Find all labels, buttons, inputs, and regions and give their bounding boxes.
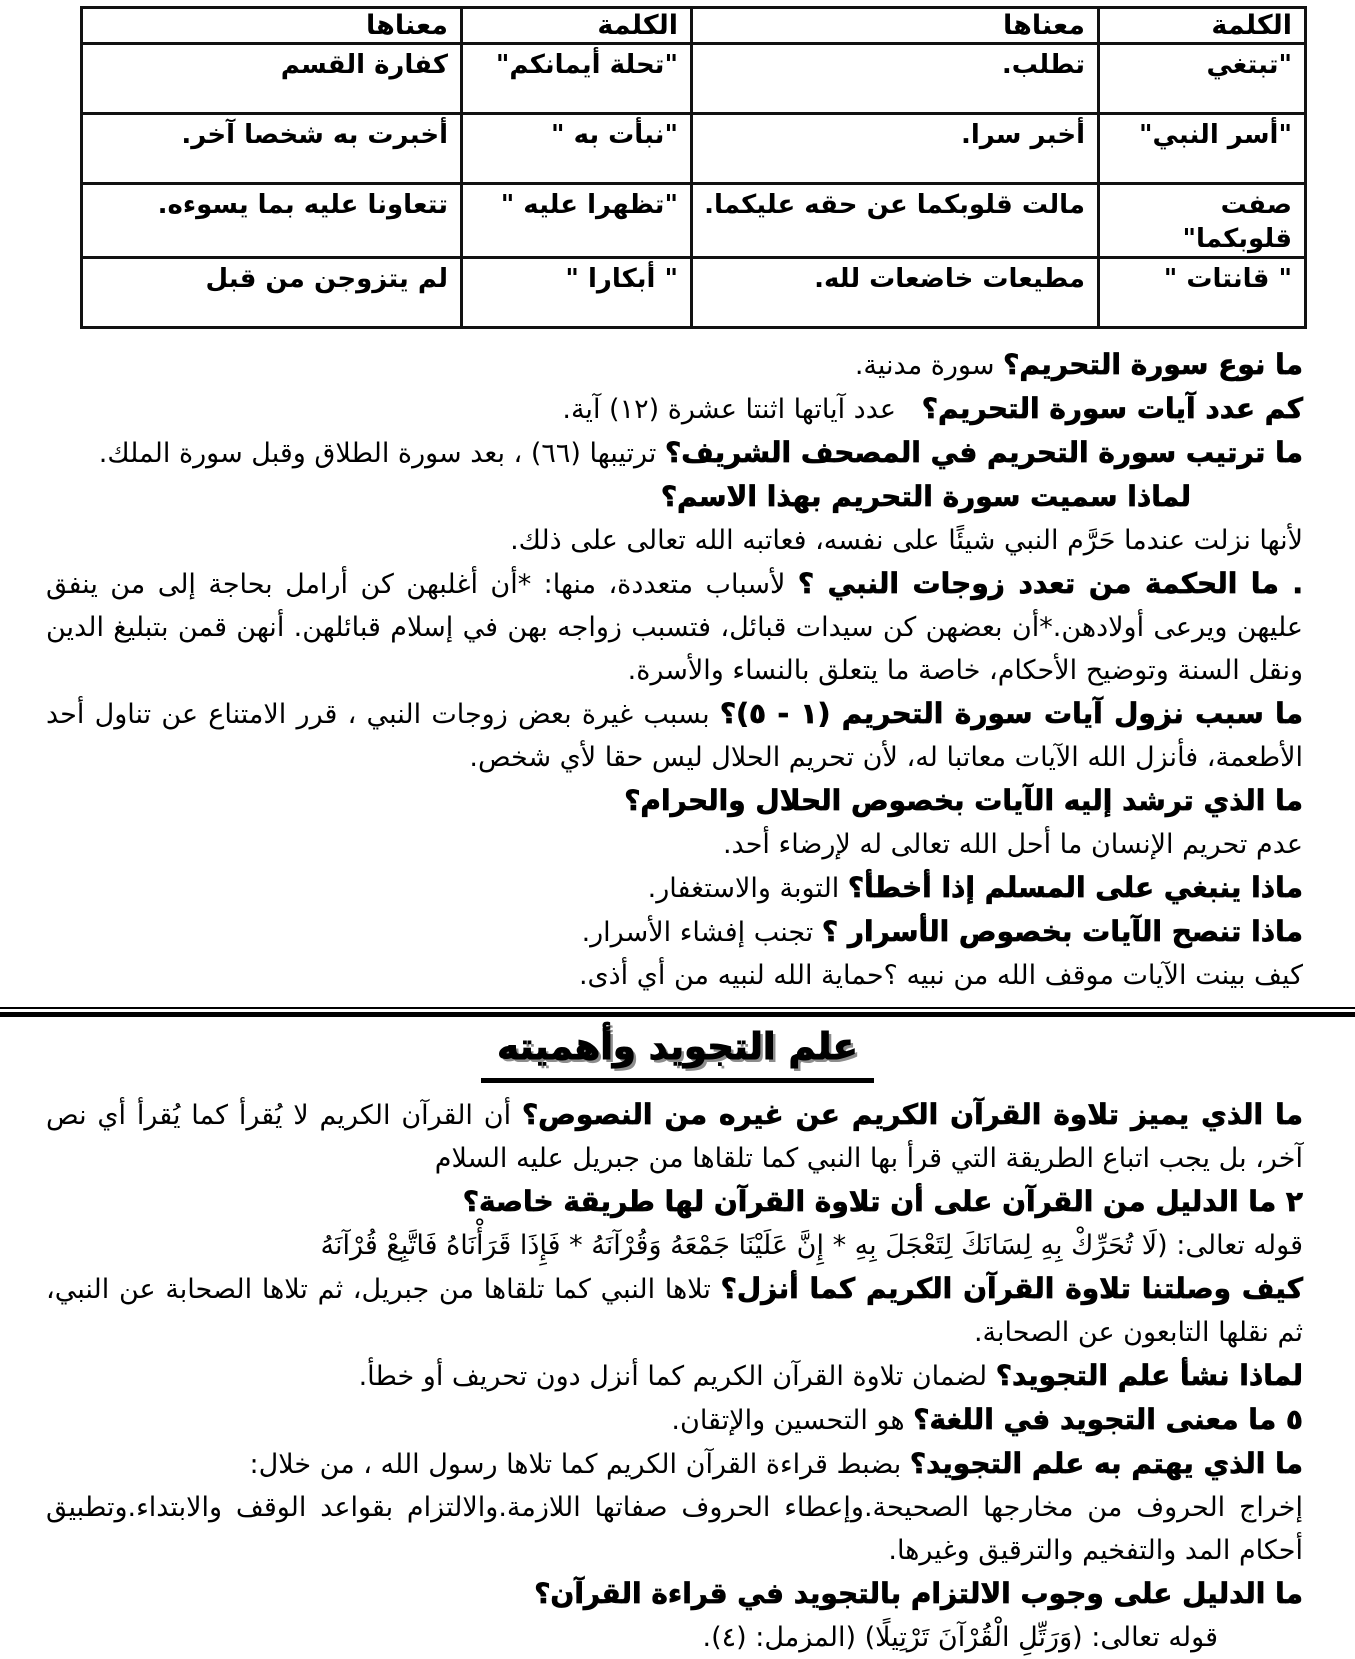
qa-paragraph xyxy=(46,475,1303,519)
qa-paragraph xyxy=(46,823,1303,866)
qa-paragraph xyxy=(46,1354,1303,1398)
answer-text: التوبة والاستغفار. xyxy=(647,873,840,904)
qa-paragraph xyxy=(46,343,1303,387)
qa-paragraph xyxy=(46,431,1303,475)
word-cell: "أسر النبي" xyxy=(1099,114,1306,184)
qa-paragraph xyxy=(46,692,1303,779)
table-header-row xyxy=(82,8,1306,44)
word-cell: " أبكارا " xyxy=(462,258,692,328)
section-divider-bar xyxy=(0,1012,1355,1017)
answer-text: ترتيبها (٦٦) ، بعد سورة الطلاق وقبل سورة الملك. xyxy=(98,438,657,469)
table-row xyxy=(82,258,1306,328)
qa-paragraph xyxy=(46,1398,1303,1442)
header-meaning-1: معناها xyxy=(692,8,1099,44)
qa-paragraph xyxy=(46,387,1303,431)
qa-paragraph xyxy=(46,1616,1303,1659)
answer-text: هو التحسين والإتقان. xyxy=(671,1405,905,1436)
answer-text: سورة مدنية. xyxy=(854,350,995,381)
answer-text: لأنها نزلت عندما حَرَّم النبي شيئًا على نفسه، فعاتبه الله تعالى على ذلك. xyxy=(510,525,1303,556)
question-text: ما سبب نزول آيات سورة التحريم (١ - ٥)؟ xyxy=(719,697,1304,730)
meaning-cell: مطيعات خاضعات لله. xyxy=(692,258,1099,328)
qa-paragraph xyxy=(46,1267,1303,1354)
table-row xyxy=(82,114,1306,184)
qa-paragraph xyxy=(46,1486,1303,1572)
qa-paragraph xyxy=(46,519,1303,562)
header-meaning-2: معناها xyxy=(82,8,462,44)
question-text: . ما الحكمة من تعدد زوجات النبي ؟ xyxy=(797,567,1303,600)
worksheet-page xyxy=(0,6,1355,1653)
header-word-2: الكلمة xyxy=(462,8,692,44)
qa-paragraph xyxy=(46,1180,1303,1224)
qa-paragraph xyxy=(46,954,1303,997)
meaning-cell: أخبرت به شخصا آخر. xyxy=(82,114,462,184)
answer-text: عدم تحريم الإنسان ما أحل الله تعالى له لإرضاء أحد. xyxy=(722,829,1303,860)
meaning-cell: مالت قلوبكما عن حقه عليكما. xyxy=(692,184,1099,258)
qa-paragraph xyxy=(46,1224,1303,1267)
question-text: ما الذي يهتم به علم التجويد؟ xyxy=(909,1447,1303,1480)
word-cell: "تبتغي xyxy=(1099,44,1306,114)
word-cell: " قانتات " xyxy=(1099,258,1306,328)
qa-paragraph xyxy=(46,779,1303,823)
meaning-cell: كفارة القسم xyxy=(82,44,462,114)
meaning-cell: تتعاونا عليه بما يسوءه. xyxy=(82,184,462,258)
question-text: كيف وصلتنا تلاوة القرآن الكريم كما أنزل؟ xyxy=(720,1272,1303,1305)
table-row xyxy=(82,44,1306,114)
question-text: ما الدليل على وجوب الالتزام بالتجويد في قراءة القرآن؟ xyxy=(534,1577,1303,1610)
answer-text: قوله تعالى: (وَرَتِّلِ الْقُرْآنَ تَرْتِيلًا) (المزمل: (٤). xyxy=(702,1622,1218,1653)
qa-paragraph xyxy=(46,910,1303,954)
answer-text: أن القرآن الكريم لا يُقرأ كما يُقرأ أي نص آخر، بل يجب اتباع الطريقة التي قرأ بها النبي كما تلقاها من جبريل عليه السلام xyxy=(46,1100,1303,1174)
answer-text: لأسباب متعددة، منها: *أن أغلبهن كن أرامل بحاجة إلى من ينفق عليهن ويرعى أولادهن.*أن بعضهن كن سيدات قبائل، فتسبب زواجه بهن في إسلام قبائلهن. أنهن قمن بتبليغ الدين ونقل السنة وتوضيح الأحكام، خاصة ما يتعلق بالنساء والأسرة. xyxy=(46,569,1303,686)
qa-paragraph xyxy=(46,1093,1303,1180)
answer-text: بسبب غيرة بعض زوجات النبي ، قرر الامتناع عن تناول أحد الأطعمة، فأنزل الله الآيات معاتبا له، لأن تحريم الحلال ليس حقا لأي شخص. xyxy=(46,699,1303,773)
question-text: ما نوع سورة التحريم؟ xyxy=(1003,348,1303,381)
section-title: علم التجويد وأهميته xyxy=(481,1025,874,1083)
word-cell: "تحلة أيمانكم" xyxy=(462,44,692,114)
answer-text: إخراج الحروف من مخارجها الصحيحة.وإعطاء الحروف صفاتها اللازمة.والالتزام بقواعد الوقف والابتداء.وتطبيق أحكام المد والتفخيم والترقيق وغيرها. xyxy=(46,1492,1303,1566)
meaning-cell: أخبر سرا. xyxy=(692,114,1099,184)
section-divider xyxy=(0,1007,1355,1017)
tajweed-qa-section xyxy=(0,1093,1355,1659)
answer-text: لضمان تلاوة القرآن الكريم كما أنزل دون تحريف أو خطأ. xyxy=(358,1361,988,1392)
qa-paragraph xyxy=(46,1442,1303,1486)
section-title-container xyxy=(0,1025,1355,1083)
vocabulary-table-body xyxy=(82,44,1306,328)
answer-text: تجنب إفشاء الأسرار. xyxy=(581,917,814,948)
header-word-1: الكلمة xyxy=(1099,8,1306,44)
question-text: ٥ ما معنى التجويد في اللغة؟ xyxy=(913,1403,1303,1436)
qa-paragraph xyxy=(46,866,1303,910)
answer-text: بضبط قراءة القرآن الكريم كما تلاها رسول الله ، من خلال: xyxy=(249,1449,902,1480)
question-text: ماذا ينبغي على المسلم إذا أخطأ؟ xyxy=(847,871,1303,904)
meaning-cell: تطلب. xyxy=(692,44,1099,114)
vocabulary-table xyxy=(80,6,1307,329)
question-text: ما الذي ترشد إليه الآيات بخصوص الحلال والحرام؟ xyxy=(624,784,1303,817)
answer-text: تلاها النبي كما تلقاها من جبريل، ثم تلاها الصحابة عن النبي، ثم نقلها التابعون عن الصحابة. xyxy=(46,1274,1303,1348)
table-row xyxy=(82,184,1306,258)
word-cell: "نبأت به " xyxy=(462,114,692,184)
answer-text: عدد آياتها اثنتا عشرة (١٢) آية. xyxy=(562,394,914,425)
word-cell: "تظهرا عليه " xyxy=(462,184,692,258)
answer-text: كيف بينت الآيات موقف الله من نبيه ؟حماية الله لنبيه من أي أذى. xyxy=(578,960,1303,991)
qa-paragraph xyxy=(46,562,1303,692)
question-text: كم عدد آيات سورة التحريم؟ xyxy=(921,392,1303,425)
question-text: ماذا تنصح الآيات بخصوص الأسرار ؟ xyxy=(821,915,1303,948)
word-cell: صفت قلوبكما" xyxy=(1099,184,1306,258)
answer-text: قوله تعالى: (لَا تُحَرِّكْ بِهِ لِسَانَكَ لِتَعْجَلَ بِهِ * إِنَّ عَلَيْنَا جَمْعَهُ وَقُرْآنَهُ * فَإِذَا قَرَأْنَاهُ فَاتَّبِعْ قُرْآنَهُ xyxy=(320,1230,1303,1261)
surah-tahrim-qa-section xyxy=(0,343,1355,997)
qa-paragraph xyxy=(46,1572,1303,1616)
question-text: لماذا نشأ علم التجويد؟ xyxy=(995,1359,1303,1392)
question-text: ما الذي يميز تلاوة القرآن الكريم عن غيره من النصوص؟ xyxy=(521,1098,1303,1131)
question-text: ما ترتيب سورة التحريم في المصحف الشريف؟ xyxy=(665,436,1303,469)
meaning-cell: لم يتزوجن من قبل xyxy=(82,258,462,328)
question-text: ٢ ما الدليل من القرآن على أن تلاوة القرآن لها طريقة خاصة؟ xyxy=(462,1185,1303,1218)
question-text: لماذا سميت سورة التحريم بهذا الاسم؟ xyxy=(660,480,1191,513)
